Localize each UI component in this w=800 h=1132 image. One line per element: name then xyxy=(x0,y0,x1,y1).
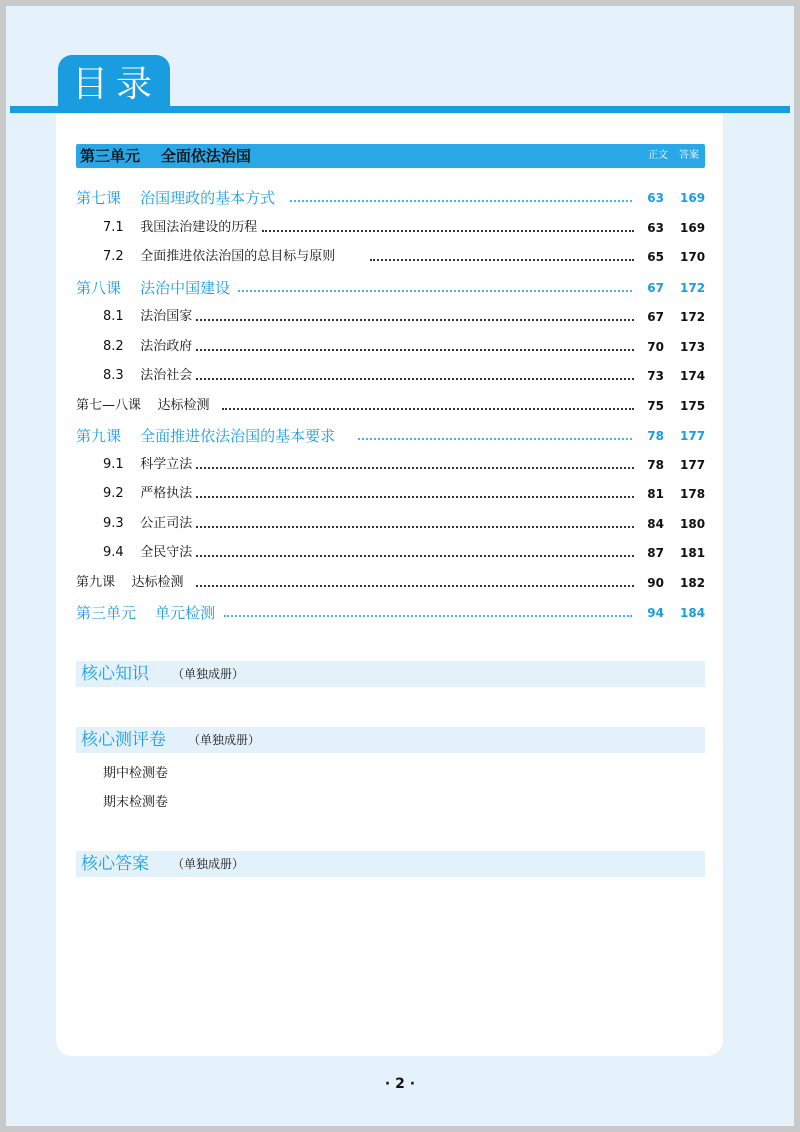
toc-label: 第九课 全面推进依法治国的基本要求 xyxy=(76,424,337,448)
section-note: （单独成册） xyxy=(172,857,245,871)
dot-leader xyxy=(196,526,634,528)
toc-label: 第八课 法治中国建设 xyxy=(76,276,232,300)
toc-row-9-3[interactable] xyxy=(0,512,800,536)
toc-row-9-2[interactable] xyxy=(0,482,800,506)
list-item-midterm-test[interactable]: 期中检测卷 xyxy=(103,766,169,781)
toc-label: 8.2 法治政府 xyxy=(103,335,194,359)
dot-leader xyxy=(358,438,632,440)
dot-leader xyxy=(196,467,634,469)
unit-title: 第三单元 全面依法治国 xyxy=(80,147,251,165)
toc-row-7-2[interactable] xyxy=(0,245,800,269)
text-page-number: 67 xyxy=(647,310,664,324)
toc-row-lesson-8[interactable] xyxy=(0,276,800,300)
section-core-tests[interactable] xyxy=(76,727,705,753)
toc-label: 9.2 严格执法 xyxy=(103,482,194,506)
toc-row-unit-test[interactable] xyxy=(0,601,800,625)
text-page-number: 81 xyxy=(647,487,664,501)
dot-leader xyxy=(262,230,634,232)
toc-row-8-3[interactable] xyxy=(0,364,800,388)
text-page-number: 63 xyxy=(647,191,664,205)
section-title: 核心答案 xyxy=(81,854,149,874)
answer-page-number: 175 xyxy=(680,399,706,413)
dot-leader xyxy=(196,496,634,498)
list-item-final-test[interactable]: 期末检测卷 xyxy=(103,795,169,810)
answer-page-number: 178 xyxy=(680,487,706,501)
answer-page-number: 180 xyxy=(680,517,706,531)
toc-row-8-2[interactable] xyxy=(0,335,800,359)
text-page-number: 87 xyxy=(647,546,664,560)
toc-row-lesson-9[interactable] xyxy=(0,424,800,448)
text-page-number: 70 xyxy=(647,340,664,354)
text-page-number: 94 xyxy=(647,606,664,620)
toc-row-9-4[interactable] xyxy=(0,541,800,565)
toc-row-lesson-7[interactable] xyxy=(0,186,800,210)
toc-label: 9.1 科学立法 xyxy=(103,453,194,477)
toc-label: 9.3 公正司法 xyxy=(103,512,194,536)
text-page-number: 78 xyxy=(647,429,664,443)
toc-label: 9.4 全民守法 xyxy=(103,541,194,565)
answer-page-number: 177 xyxy=(680,458,706,472)
text-page-number: 73 xyxy=(647,369,664,383)
text-page-number: 90 xyxy=(647,576,664,590)
answer-page-number: 184 xyxy=(680,606,706,620)
text-page-number: 84 xyxy=(647,517,664,531)
section-title: 核心知识 xyxy=(81,664,149,684)
toc-label: 第七课 治国理政的基本方式 xyxy=(76,186,277,210)
section-note: （单独成册） xyxy=(188,733,261,747)
section-core-knowledge[interactable] xyxy=(76,661,705,687)
page-number-footer: · 2 · xyxy=(384,1076,416,1092)
toc-row-8-1[interactable] xyxy=(0,305,800,329)
dot-leader xyxy=(196,585,634,587)
section-note: （单独成册） xyxy=(172,667,245,681)
dot-leader xyxy=(196,555,634,557)
dot-leader xyxy=(222,408,634,410)
text-page-column-label: 正文 xyxy=(648,150,668,161)
dot-leader xyxy=(224,615,632,617)
toc-row-7-1[interactable] xyxy=(0,216,800,240)
answer-page-number: 172 xyxy=(680,281,706,295)
dot-leader xyxy=(370,259,634,261)
answer-page-number: 177 xyxy=(680,429,706,443)
unit-header-bar xyxy=(76,144,705,168)
toc-label: 8.3 法治社会 xyxy=(103,364,194,388)
answer-page-number: 170 xyxy=(680,250,706,264)
answer-page-number: 182 xyxy=(680,576,706,590)
answer-page-number: 169 xyxy=(680,221,706,235)
toc-label: 第七—八课 达标检测 xyxy=(76,394,212,418)
answer-page-number: 181 xyxy=(680,546,706,560)
dot-leader xyxy=(196,349,634,351)
answer-page-number: 172 xyxy=(680,310,706,324)
toc-label: 7.1 我国法治建设的历程 xyxy=(103,216,259,240)
answer-page-number: 173 xyxy=(680,340,706,354)
text-page-number: 63 xyxy=(647,221,664,235)
answer-page-number: 174 xyxy=(680,369,706,383)
dot-leader xyxy=(196,378,634,380)
toc-label: 第三单元 单元检测 xyxy=(76,601,217,625)
answer-page-column-label: 答案 xyxy=(679,150,699,161)
toc-row-9-1[interactable] xyxy=(0,453,800,477)
toc-label: 7.2 全面推进依法治国的总目标与原则 xyxy=(103,245,337,269)
dot-leader xyxy=(238,290,632,292)
dot-leader xyxy=(290,200,632,202)
dot-leader xyxy=(196,319,634,321)
toc-row-test-7-8[interactable] xyxy=(0,394,800,418)
text-page-number: 75 xyxy=(647,399,664,413)
toc-label: 8.1 法治国家 xyxy=(103,305,194,329)
toc-row-test-9[interactable] xyxy=(0,571,800,595)
text-page-number: 67 xyxy=(647,281,664,295)
section-core-answers[interactable] xyxy=(76,851,705,877)
answer-page-number: 169 xyxy=(680,191,706,205)
page-title: 目录 xyxy=(72,64,161,105)
section-title: 核心测评卷 xyxy=(81,730,166,750)
text-page-number: 78 xyxy=(647,458,664,472)
text-page-number: 65 xyxy=(647,250,664,264)
toc-label: 第九课 达标检测 xyxy=(76,571,186,595)
